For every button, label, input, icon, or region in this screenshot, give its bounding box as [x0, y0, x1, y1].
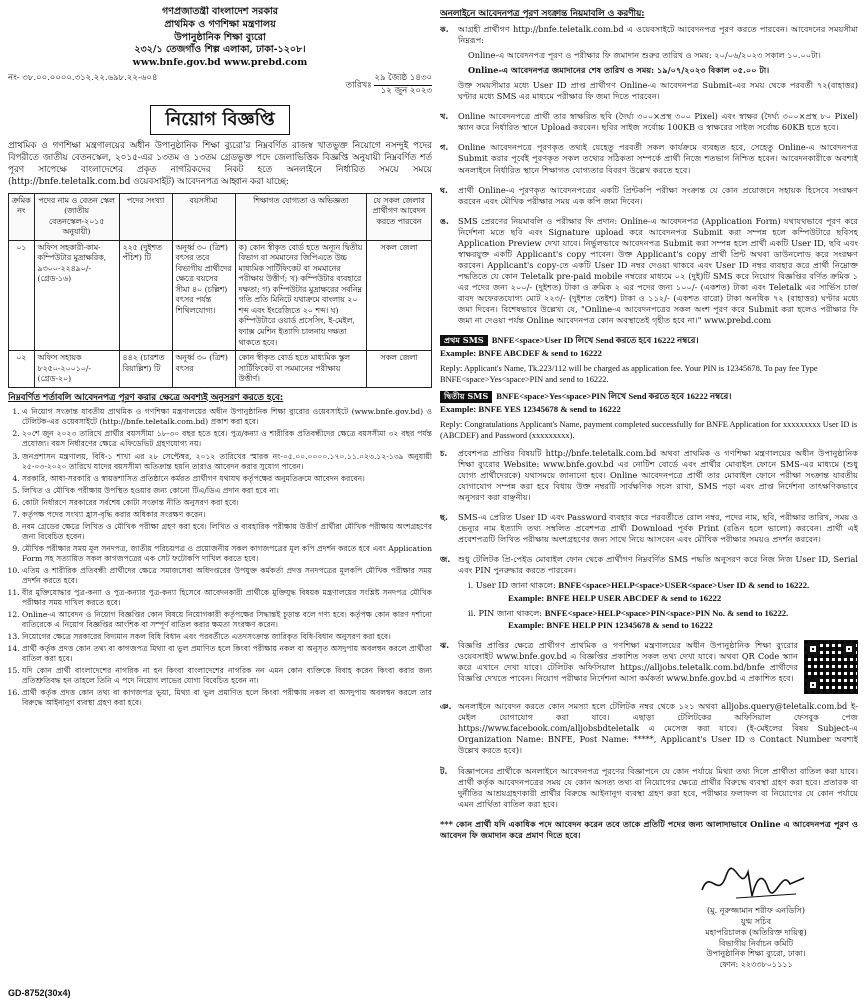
item-number: খ.	[440, 111, 449, 122]
end-date-line: Online-এ আবেদনপত্র জমাদানের শেষ তারিখ ও সময়: ১৯/০৭/২০২৩ বিকাল ০৫.০০ টা।	[468, 65, 770, 76]
first-sms-block	[440, 335, 858, 385]
left-column	[8, 6, 432, 993]
list-item: 15. যদি কোন প্রার্থী বাংলাদেশের নাগরিক না হন কিংবা বাংলাদেশের নাগরিক নন এমন কোন ব্যক্তিকে বিবাহ করেন কিংবা করার জন্য প্রতিশ্রুতিবদ্ধ হন তাহলে তিনি এ পদে নিয়োগ লাভের যোগ্য বিবেচিত হবেন না।	[22, 666, 432, 686]
signature-icon	[696, 860, 816, 904]
item-text: অনলাইনে আবেদন করতে কোন সমস্যা হলে টেলিটক নম্বর থেকে ১২১ অথবা alljobs.query@teletalk.com.bd ই-মেইল যোগাযোগ করা যাবে। এছাড়া টেলিটকের অফিসিয়াল ফেসবুক পেজ https://www.facebook.com/alljobsbdteletalk এ মেসেজ করা যাবে। (ই-মেইলের বিষয় Subject-এ Organization Name: BNFE, Post Name: *****, Applicant's User ID ও Contact Number অবশ্যই উল্লেখ করতে হবে)।	[458, 701, 858, 756]
memo-number: নং- ৩৮.০০.০০০০.৩১২.২২.৬৯৮.২২-৬০৪	[8, 73, 158, 84]
list-item: 10. এতিম ও শারীরিক প্রতিবন্ধী প্রার্থীদের ক্ষেত্রে সমাজসেবা অধিদপ্তরের উপযুক্ত কর্মকর্তা প্রদত্ত সনদপত্রের মূলকপি মৌখিক পরীক্ষার সময় প্রদর্শন করতে হবে।	[22, 566, 432, 586]
second-sms-block	[440, 391, 858, 441]
header-line-bureau: উপানুষ্ঠানিক শিক্ষা ব্যুরো	[174, 31, 266, 43]
memo-date-row	[8, 73, 432, 97]
signatory-title: মহাপরিচালক (অতিরিক্ত দায়িত্ব)	[705, 927, 807, 937]
cell-serial: ০২	[9, 351, 35, 388]
list-item: 13. নিয়োগের ক্ষেত্রে সরকারের বিদ্যমান সকল বিধি বিধান এবং পরবর্তীতে এতদসংক্রান্ত জারিকৃত বিধি-বিধান অনুসরণ করা হবে।	[22, 632, 432, 642]
help-pin-row	[468, 608, 858, 632]
column-header: ক্রমিক নং	[9, 193, 35, 240]
item-text: বিজ্ঞপ্তি প্রাপ্তির ক্ষেত্রে প্রার্থীগণ প্রাথমিক ও গণশিক্ষা মন্ত্রণালয়ের অধীন উপানুষ্ঠানিক শিক্ষা ব্যুরোর ওয়েবসাইট www.bnfe.gov.bd এ বিজ্ঞপ্তির প্রকাশিত সকল তথ্য দেখা যাবে। অথবা QR Code স্ক্যান করে এখানে দেখা যাবে। টেলিটক অফিসিয়াল https://alljobs.teletalk.com.bd/bnfe প্রার্থীদের বিজ্ঞপ্তি দেখতে পাবেন। নিয়োগ পরীক্ষার নির্দেশনা আসা কর্মকর্তা www.bnfe.gov.bd এ প্রকাশিত হবে।	[458, 640, 798, 684]
item-text: শুধু টেলিটক প্রি-পেইড মোবাইল ফোন থেকে প্রার্থীগণ নিম্নবর্ণিত SMS পদ্ধতি অনুসরণ করে নিজ নিজ User ID, Serial এবং PIN পুনরুদ্ধার করতে পারবেন।	[458, 554, 858, 576]
fee-time-note: উক্ত সময়সীমার মধ্যে User ID প্রাপ্ত প্রার্থীগণ Online-এ আবেদনপত্র Submit-এর সময় থেকে পরবর্তী ৭২(বাহাত্তর) ঘণ্টার মধ্যে SMS এর মাধ্যমে পরীক্ষার ফি জমা দিতে পারবেন।	[458, 80, 858, 102]
posts-table	[8, 193, 432, 388]
help-pin-example: Example: BNFE HELP PIN 12345678 & send to 16222	[508, 620, 713, 631]
first-sms-example: Example: BNFE ABCDEF & send to 16222	[440, 347, 602, 358]
intro-paragraph: প্রাথমিক ও গণশিক্ষা মন্ত্রণালয়ের অধীন উপানুষ্ঠানিক শিক্ষা ব্যুরো'র নিম্নবর্ণিত রাজস্ব খাতভুক্ত নিয়োগে নসন্দুই পদের বিপরীতে জাতীয় বেতনস্কেল, ২০১৫-এর ১৩তম ও ১৩তম গ্রেডভুক্ত পদে জেলাভিত্তিক বিজ্ঞপ্তি অনুযায়ী নিম্নবর্ণিত শর্ত পূরণ সাপেক্ষে বাংলাদেশের প্রকৃত নাগরিকদের নিকট হতে অনলাইনে নির্ধারিত সময়ে সময়ে (http://bnfe.teletalk.com.bd ওয়েবসাইট) আবেদনপত্র আহ্বান করা যাচ্ছে:	[8, 141, 432, 187]
instruction-ka	[440, 24, 858, 106]
item-text: SMS-এ প্রেরিত User ID এবং Password ব্যবহার করে পরবর্তীতে রোল নম্বর, পদের নাম, ছবি, পরীক্ষার তারিখ, সময় ও ভেন্যুর নাম ইত্যাদি তথ্য সম্বলিত প্রবেশপত্র প্রার্থী Download পূর্বক Print (রঙিন হলে ভালো) করবেন। প্রার্থী এই প্রবেশপত্রটি লিখিত পরীক্ষায় অংশগ্রহণের জন্য সাথে নিয়ে আসবেন এবং মৌখিক পরীক্ষার সময়ও প্রদর্শন করবেন।	[458, 511, 858, 545]
right-column	[440, 6, 858, 993]
list-item: 6. কোটা নির্ধারণে সরকারের সর্বশেষ কোটা সংক্রান্ত নীতি অনুসরণ করা হবে।	[22, 498, 432, 508]
signatory-name: (মু. নূরুজ্জামান শরীফ এনডিসি)	[707, 906, 805, 916]
multi-post-note: *** কোন প্রার্থী যদি একাধিক পদে আবেদন করেন তবে তাকে প্রতিটি পদের জন্য আলাদাভাবে Online এ আবেদনপত্র পূরণ ও আবেদন ফি জমাদান করে প্রমাণ দিতে হবে।	[440, 818, 858, 840]
cell-age: অনূর্ধ্ব ৩০ (ত্রিশ) বৎসর	[172, 351, 235, 388]
conditions-list	[8, 407, 432, 707]
cell-serial: ০১	[9, 240, 35, 350]
cell-post: অফিস সহায়ক ৮২৫০-২০০১০/- (গ্রেড-২০)	[34, 351, 119, 388]
list-item: 7. কর্তৃপক্ষ পদের সংখ্যা হ্রাস-বৃদ্ধি করার অধিকার সংরক্ষণ করেন।	[22, 510, 432, 520]
list-item: 16. প্রার্থী কর্তৃক প্রদত্ত কোন তথ্য বা কাগজপত্র ভুয়া, মিথ্যা বা ভুল প্রমাণিত হলে কিংবা পরীক্ষায় নকল বা অসদুপায় অবলম্বন করলে তার বিরুদ্ধে আইনানুগ ব্যবস্থা গ্রহণ করা হবে।	[22, 688, 432, 708]
instruction-gha	[440, 185, 858, 211]
header-line-address: ২৩২/১ তেজগাঁও শিল্প এলাকা, ঢাকা-১২০৮।	[134, 44, 306, 56]
item-text: Online আবেদনপত্রে পূরণকৃত তথ্যই যেহেতু পরবর্তী সকল কার্যক্রমে ব্যবহৃত হবে, সেহেতু Online-এ আবেদনপত্র Submit করার পূর্বেই পূরণকৃত সকল তথ্যের সঠিকতা সম্পর্কে প্রার্থী নিজে শতভাগ নিশ্চিত হবেন। আবেদনকারীকে অবশ্যই অনলাইনে নির্ধারিত স্থানে শিক্ষাগত যোগ্যতার বিবরণ উল্লেখ করতে হবে।	[458, 142, 858, 175]
government-header	[8, 6, 432, 70]
item-text: প্রার্থী Online-এ পূরণকৃত আবেদনপত্রের একটি প্রিন্টকপি পরীক্ষা সংক্রান্ত যে কোন প্রয়োজনে সহায়ক হিসেবে সংরক্ষণ করবেন এবং মৌখিক পরীক্ষার সময় এক কপি জমা দিবেন।	[458, 184, 858, 206]
cell-age: অনূর্ধ্ব ৩০ (ত্রিশ) বৎসর তবে বিভাগীয় প্রার্থীদের ক্ষেত্রে বয়সের সীমা ৪০ (চল্লিশ) বৎসর পর্যন্ত শিথিলযোগ্য।	[172, 240, 235, 350]
help-pin-format: BNFE<space>HELP<space>PIN<space>PIN No. & send to 16222.	[544, 607, 789, 618]
help-user-id-row	[468, 580, 858, 604]
start-date-line: Online-এ আবেদনপত্র পূরণ ও পরীক্ষার ফি জমাদান শুরুর তারিখ ও সময়: ২০/০৬/২০২৩ সকাল ১০.০০টা।	[468, 50, 821, 60]
signatory-phone: ফোন: ২২৩৩৮০১১১১	[719, 960, 793, 970]
list-item: 4. সরকারি, আধা-সরকারি ও স্বায়ত্তশাসিত প্রতিষ্ঠানে কর্মরত প্রার্থীগণ যথাযথ কর্তৃপক্ষের অনুমতিক্রমে আবেদন করবেন।	[22, 474, 432, 484]
item-text: আগ্রহী প্রার্থীগণ http://bnfe.teletalk.com.bd এ ওয়েবসাইটে আবেদনপত্র পূরণ করতে পারবেন। আবেদনের সময়সীমা নিম্নরূপ:	[458, 23, 858, 45]
instruction-ga	[440, 142, 858, 179]
first-sms-reply: Reply: Applicant's Name, Tk.223/112 will be charged as application fee. Your PIN is 12345678. To pay fee Type BNFE<space>Yes<space>PIN and send to 16222.	[440, 363, 818, 385]
item-number: ছ.	[440, 511, 448, 522]
table-row	[9, 351, 432, 388]
list-item: 5. লিখিত ও মৌখিক পরীক্ষায় উপস্থিত হওয়ার জন্য কোনো টিএ/ডিএ প্রদান করা হবে না।	[22, 486, 432, 496]
list-item: 14. প্রার্থী কর্তৃক প্রদত্ত কোন তথ্য বা কাগজপত্র মিথ্যা বা ভুল প্রমাণিত হলে কিংবা পরীক্ষায় নকল বা অনুসৃত অসদুপায় অবলম্বন করলে প্রার্থীতা বাতিল করা হবে।	[22, 644, 432, 664]
instruction-ta	[440, 766, 858, 814]
header-line-websites: www.bnfe.gov.bd www.prebd.com	[132, 57, 308, 69]
date-block	[346, 73, 432, 97]
instruction-nga	[440, 216, 858, 331]
item-number: গ.	[440, 142, 449, 153]
list-item: 12. Online-এ আবেদন ও নিয়োগ বিজ্ঞপ্তির কোন বিষয়ে নিয়োগকারী কর্তৃপক্ষের সিদ্ধান্তই চূড়ান্ত বলে গণ্য হবে। কর্তৃপক্ষ কোন কারণ দর্শানো ব্যতিরেকে এ নিয়োগ বিজ্ঞপ্তির আংশিক বা সম্পূর্ণ বাতিল করার ক্ষমতা সংরক্ষণ করেন।	[22, 610, 432, 630]
cell-qualification: কোন স্বীকৃত বোর্ড হতে মাধ্যমিক স্কুল সার্টিফিকেট বা সমমানের পরীক্ষায় উত্তীর্ণ।	[235, 351, 366, 388]
list-item: 3. জনপ্রশাসন মন্ত্রণালয়, বিধি-১ শাখা এর ২৮ সেপ্টেম্বর, ২০১২ তারিখের স্মারক নং-০৫.০০.০০০০.১৭০.১১.০২৩.১২-১৩৯ অনুযায়ী ২৫-০৩-২০২০ তারিখে যাদের বয়সসীমা অতিক্রান্ত হয়নি তারাও আবেদন করার সুযোগ পাবেন।	[22, 452, 432, 472]
date-english: ১২ জুন ২০২৩	[380, 85, 432, 96]
item-text: বিজ্ঞাপনের প্রার্থীকে অনলাইনে আবেদনপত্র পূরণের বিজ্ঞাপনে যে কোন পর্যায়ে মিথ্যা তথ্য দিলে প্রার্থীতা বাতিল করা যাবে। প্রার্থী কর্তৃক আবেদনপত্রের সময় যে কোন অসত্য তথ্য বা নিয়োগের ক্ষেত্রে প্রার্থীর বিরুদ্ধে ব্যবস্থা গ্রহণ করা হবে। প্রতারক বা দুর্নীতির আশ্রয়গ্রহণকারী প্রার্থীর বিরুদ্ধে আইনানুগ ব্যবস্থা গ্রহণ করা হবে, পরীক্ষার ফলাফল বা নিয়োগের যে কোন পর্যায়ে এমন প্রার্থিতা বাতিল করা হবে।	[458, 765, 858, 809]
posts-table-header	[9, 193, 432, 240]
signatory-title: যুগ্ম সচিব	[740, 917, 772, 927]
item-number: ঝ.	[440, 640, 450, 651]
table-row	[9, 240, 432, 350]
header-line-ministry: প্রাথমিক ও গণশিক্ষা মন্ত্রণালয়	[164, 18, 276, 30]
help-user-id-format: BNFE<space>HELP<space>USER<space>User ID & send to 16222.	[558, 580, 810, 591]
gd-code: GD-8752(30x4)	[8, 987, 71, 998]
column-header: পদের নাম ও বেতন স্কেল (জাতীয় বেতনস্কেল-২০১৫ অনুযায়ী)	[34, 193, 119, 240]
date-label: তারিখঃ	[345, 80, 372, 91]
column-header: বয়সসীমা	[172, 193, 235, 240]
list-item: 2. ২০শে জুন ২০২৩ তারিখে প্রার্থীর বয়সসীমা ১৮-৩০ বছর হতে হবে। পুত্র/কন্যা ও শারীরিক প্রতিবন্ধীদের ক্ষেত্রে বয়সসীমা ৩২ বছর পর্যন্ত প্রযোজ্য। বয়স নির্ধারণের ক্ষেত্রে এফিডেভিট গ্রহণযোগ্য নয়।	[22, 429, 432, 449]
column-header: যে সকল জেলার প্রার্থীগণ আবেদন করতে পারবেন	[367, 193, 432, 240]
second-sms-format: BNFE<space>Yes<space>PIN লিখে Send করতে হবে 16222 নম্বরে।	[496, 391, 732, 402]
item-number: ঘ.	[440, 184, 448, 195]
instruction-cha	[440, 448, 858, 507]
list-item: 8. নবম গ্রেডের ক্ষেত্রে লিখিত ও মৌখিক পরীক্ষা গ্রহণ করা হবে। লিখিত ও ব্যবহারিক পরীক্ষায় উত্তীর্ণ প্রার্থীরা মৌখিক পরীক্ষায় অংশগ্রহণের জন্য বিবেচিত হবেন।	[22, 522, 432, 542]
cell-count: ২২৫ (দুইশত পঁচিশ) টি	[119, 240, 172, 350]
date-bangla: ২৯ জ্যৈষ্ঠ ১৪৩০	[374, 73, 432, 85]
signature-block	[666, 860, 846, 971]
item-number: চ.	[440, 447, 448, 458]
notice-title: নিয়োগ বিজ্ঞপ্তি	[150, 105, 289, 135]
item-text: প্রবেশপত্র প্রাপ্তির বিষয়টি http://bnfe.teletalk.com.bd অথবা প্রাথমিক ও গণশিক্ষা মন্ত্রণালয়ের অধীন উপানুষ্ঠানিক শিক্ষা ব্যুরোর Website: www.bnfe.gov.bd এর নোটিশ বোর্ডে এবং প্রার্থীর মোবাইল ফোনে SMS-এর মাধ্যমে (শুধু যোগ্য প্রার্থীদেরকে) যথাসময়ে জানানো হবে। Online আবেদনপত্রে প্রার্থী তার মোবাইল ফোনে পরীক্ষা সংক্রান্ত যাবতীয় যোগাযোগ সম্পন্ন করা হবে বিধায় উক্ত নম্বরটি সার্বক্ষণিক সচল রাখা, SMS পড়া এবং প্রাপ্ত নির্দেশনা তাৎক্ষণিকভাবে অনুসরণ করা বাঞ্ছনীয়।	[458, 447, 858, 502]
signatory-title: উপানুষ্ঠানিক শিক্ষা ব্যুরো, ঢাকা।	[706, 949, 806, 959]
list-item: 11. বীর মুক্তিযোদ্ধার পুত্র-কন্যা ও পুত্র-কন্যার পুত্র-কন্যা হিসেবে আবেদনকারী প্রার্থীকে মুক্তিযুদ্ধ বিষয়ক মন্ত্রণালয়ের সংশ্লিষ্ট সনদপত্র মৌখিক পরীক্ষার সময় দাখিল করতে হবে।	[22, 588, 432, 608]
cell-district: সকল জেলা	[367, 351, 432, 388]
help-user-id-label: i. User ID জানা থাকলে:	[468, 580, 556, 591]
signatory-title: বিভাগীয় নির্বাচন কমিটি	[718, 938, 794, 948]
column-header: শিক্ষাগত যোগ্যতা ও অভিজ্ঞতা	[235, 193, 366, 240]
cell-qualification: ক) কোন স্বীকৃত বোর্ড হতে অন্যূন দ্বিতীয় বিভাগ বা সমমানের জিপিএতে উচ্চ মাধ্যমিক সার্টিফিকেট বা সমমানের পরীক্ষায় উত্তীর্ণ; খ) কম্পিউটার ব্যবহারে দক্ষতা; গ) কম্পিউটার মুদ্রাক্ষরের সর্বনিম্ন গতি প্রতি মিনিটে যথাক্রমে বাংলায় ২০ শব্দ এবং ইংরেজিতে ২০ শব্দ। ঘ) কম্পিউটারে ওয়ার্ড প্রসেসিং, ই-মেইল, ফ্যাক্স মেশিন ইত্যাদি চালনায় দক্ষতা থাকতে হবে।	[235, 240, 366, 350]
cell-district: সকল জেলা	[367, 240, 432, 350]
first-sms-format: BNFE<space>User ID লিখে Send করতে হবে 16222 নম্বরে।	[491, 335, 699, 346]
item-text: SMS প্রেরণের নিয়মাবলি ও পরীক্ষার ফি প্রদান: Online-এ আবেদনপত্র (Application Form) যথাযথভাবে পূরণ করে নির্দেশনা মতে ছবি এবং Signature upload করে আবেদনপত্র Submit করা সম্পন্ন হলে কম্পিউটারে ছবিসহ Application Preview দেখা যাবে। নির্ভুলভাবে আবেদনপত্র Submit করা সম্পন্ন হলে প্রার্থী একটি User ID, ছবি এবং স্বাক্ষরযুক্ত একটি Applicant's copy পাবেন। উক্ত Applicant's copy প্রার্থী প্রিন্ট অথবা ডাউনলোড করে সংরক্ষণ করবেন। Applicant's copy-তে একটি User ID নম্বর দেওয়া থাকবে এবং User ID নম্বর ব্যবহার করে প্রার্থী নিম্নোক্ত পদ্ধতিতে যে কোন Teletalk pre-paid mobile নম্বরের মাধ্যমে ০২ (দুই)টি SMS করে নিয়োগ বিজ্ঞপ্তির বর্ণিত ক্রমিক ১ এর পদের জন্য ২০০/- (দুইশত) টাকা ও ক্রমিক ২ এর পদের জন্য ১০০/- (একশত) টাকা এবং Teletalk এর সার্ভিস চার্জ বাবদ অফেরতযোগ্য মোট ২২৩/- (দুইশত তেইশ) টাকা ও ১১২/- (একশত বারো) টাকা অনধিক ৭২ (বাহাত্তর) ঘণ্টার মধ্যে জমা দিবেন। বিশেষভাবে উল্লেখ্য যে, "Online-এ আবেদনপত্রের সকল অংশ পূরণ করে Submit করা হলেও পরীক্ষার ফি জমা না দেওয়া পর্যন্ত Online আবেদনপত্র কোন অবস্থাতেই গৃহীত হবে না।" www.prebd.com	[458, 215, 858, 326]
item-number: ট.	[440, 765, 448, 776]
instruction-chha	[440, 512, 858, 549]
header-line-government: গণপ্রজাতন্ত্রী বাংলাদেশ সরকার	[162, 6, 278, 17]
second-sms-reply: Reply: Congratulations Applicant's Name, payment completed successfully for BNFE Application for xxxxxxxxx User ID is (ABCDEF) and Password (xxxxxxxxx).	[440, 419, 858, 441]
conditions-heading: নিম্নবর্ণিত শর্তাবলি আবেদনপত্র পূরণ করার ক্ষেত্রে অবশ্যই অনুসরণ করতে হবে:	[8, 392, 284, 403]
instruction-kha	[440, 111, 858, 137]
list-item: 9. মৌখিক পরীক্ষার সময় মূল সনদপত্র, জাতীয় পরিচয়পত্র ও প্রয়োজনীয় সকল কাগজপত্রের মূল কপি প্রদর্শন করতে হবে এবং Application Form সহ সত্যায়িত সকল কাগজপত্রের এক সেট ফটোকপি দাখিল করতে হবে।	[22, 544, 432, 564]
instruction-ja	[440, 554, 858, 635]
second-sms-example: Example: BNFE YES 12345678 & send to 16222	[440, 404, 621, 415]
item-number: ঞ.	[440, 701, 452, 712]
item-number: ঙ.	[440, 215, 449, 226]
cell-count: ৪৪২ (চারশত বিয়াল্লিশ) টি	[119, 351, 172, 388]
list-item: 1. এ নিয়োগ সংক্রান্ত যাবতীয় প্রাথমিক ও গণশিক্ষা মন্ত্রণালয়ের অধীন উপানুষ্ঠানিক শিক্ষা ব্যুরোর ওয়েবসাইটে (www.bnfe.gov.bd) ও টেলিটক-এর ওয়েবসাইটে (http://bnfe.teletalk.com.bd) প্রকাশ করা হবে।	[22, 407, 432, 427]
instruction-nio	[440, 701, 858, 760]
item-number: ক.	[440, 23, 449, 34]
cell-post: অফিস সহকারী-কাম-কম্পিউটার মুদ্রাক্ষরিক, ৯৩০০-২২৪৯০/- (গ্রেড-১৬)	[34, 240, 119, 350]
qr-code-icon[interactable]	[804, 640, 858, 694]
help-user-id-example: Example: BNFE HELP USER ABCDEF & send to 16222	[508, 592, 722, 603]
first-sms-tag: প্রথম SMS	[440, 335, 488, 346]
online-application-heading: অনলাইনে আবেদনপত্র পূরণ সংক্রান্ত নিয়মাবলি ও করণীয়:	[440, 9, 645, 19]
item-text: Online আবেদনপত্রে প্রার্থী তার স্বাক্ষরিত ছবি (দৈর্ঘ্য ৩০০×প্রস্থ ৩০০ Pixel) এবং স্বাক্ষর (দৈর্ঘ্য ৩০০×প্রস্থ ৮০ Pixel) স্ক্যান করে নির্ধারিত স্থানে Upload করবেন। ছবির সাইজ সর্বোচ্চ 100KB ও স্বাক্ষরের সাইজ সর্বোচ্চ 60KB হতে হবে।	[458, 111, 858, 133]
column-header: পদের সংখ্যা	[119, 193, 172, 240]
notice-title-box	[8, 105, 432, 135]
help-pin-label: ii. PIN জানা থাকলে:	[468, 607, 543, 618]
second-sms-tag: দ্বিতীয় SMS	[440, 391, 492, 402]
item-number: জ.	[440, 554, 451, 565]
instruction-jha	[440, 640, 858, 696]
